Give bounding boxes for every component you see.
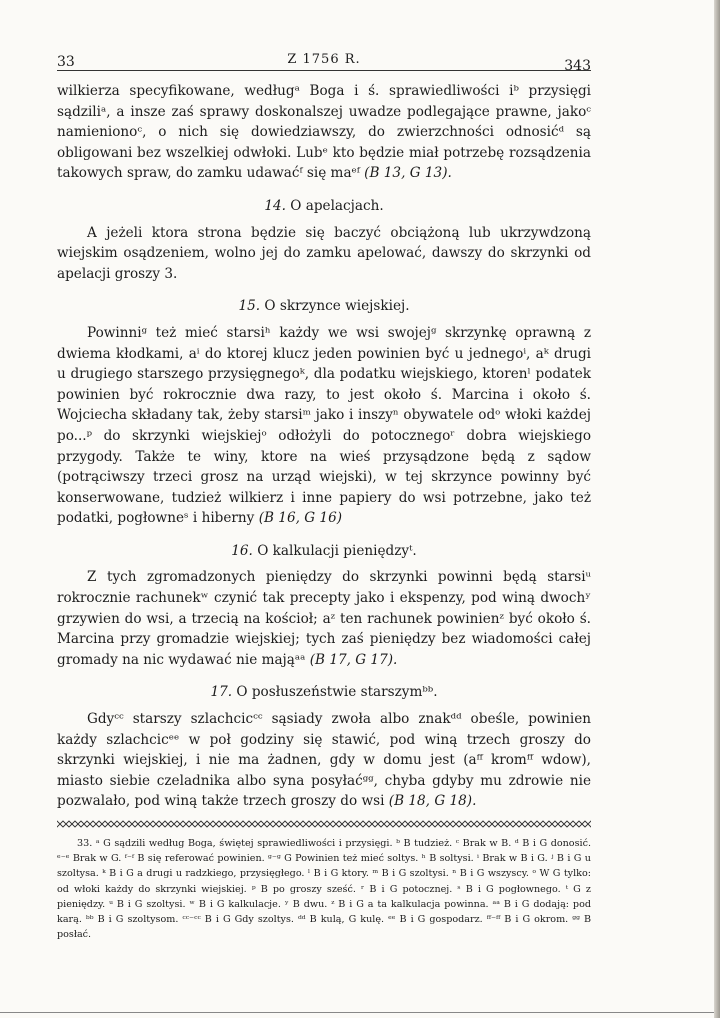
section-heading-17 bbox=[57, 682, 591, 703]
running-title: Z 1756 R. bbox=[287, 52, 361, 67]
intro-reference: (B 13, G 13). bbox=[364, 165, 452, 182]
section-paragraph-16 bbox=[57, 567, 591, 670]
page-edge-shadow bbox=[714, 0, 720, 1018]
section-paragraph-14 bbox=[57, 223, 591, 285]
section-paragraph-15 bbox=[57, 323, 591, 529]
document-page bbox=[57, 48, 591, 942]
right-page-number: 343 bbox=[564, 58, 591, 74]
running-header bbox=[57, 48, 591, 74]
section-number: 17. bbox=[210, 684, 233, 701]
footnote-separator bbox=[57, 820, 591, 828]
header-rule bbox=[57, 70, 591, 71]
section-text: Powinniᵍ też mieć starsiʰ każdy we wsi swojejᵍ skrzynkę oprawną z dwiema kłodkami, aⁱ do ktorej klucz jeden powinien być u jednegoⁱ, aᵏ drugi u drugiego starszego przysięgnegoᵏ, dla podatku wiejskiego, ktorenˡ podatek powinien być rokrocznie dwa razy, to jest około ś. Marcina i około ś. Wojciecha składany tak, żeby starsiᵐ jako i inszyⁿ obywatele odᵒ włoki każdej po...ᵖ do skrzynki wiejskiejᵒ odłożyli do potocznegoʳ dobra wiejskiego przygody. Także te winy, ktore na wieś przysądzone będą z sądow (potrąciwszy trzeci grosz na urząd wiejski), w tej skrzynce powinny być konserwowane, tudzież wilkierz i inne papiery do wsi potrzebne, jako też podatki, pogłowneˢ i hiberny bbox=[57, 324, 591, 527]
section-title: O posłuszeństwie starszymᵇᵇ. bbox=[236, 684, 438, 701]
main-text bbox=[57, 81, 591, 812]
bottom-edge-line bbox=[0, 1012, 714, 1013]
section-number: 16. bbox=[231, 542, 253, 559]
section-heading-15 bbox=[57, 296, 591, 317]
intro-text: wilkierza specyfikowane, wedługᵃ Boga i ś. sprawiedliwości iᵇ przysięgi sądziliᵃ, a insze zaś sprawy doskonalszej uwadze podlegające prawne, jakoᶜ namienionoᶜ, o nich się dowiedziawszy, do zwierzchności odnosićᵈ są obligowani bez wszelkiej odwłoki. Lubᵉ kto będzie miał potrzebę rozsądzenia takowych spraw, do zamku udawaćᶠ się maᵉᶠ bbox=[57, 83, 591, 182]
section-paragraph-17 bbox=[57, 709, 591, 812]
section-heading-14 bbox=[57, 196, 591, 217]
section-text: Gdyᶜᶜ starszy szlachcicᶜᶜ sąsiady zwoła albo znakᵈᵈ obeśle, powinien każdy szlachcicᵉᵉ w poł godziny się stawić, pod winą trzech groszy do skrzynki wiejskiej, i nie ma żadnen, gdy w domu jest (aᶠᶠ kromᶠᶠ wdow), miasto siebie czeladnika albo syna posyłaćᵍᵍ, chyba gdyby mu zdrowie nie pozwalało, pod winą także trzech groszy do wsi bbox=[57, 711, 591, 810]
section-number: 14. bbox=[264, 197, 286, 214]
footnote-text: 33. ᵃ G sądzili według Boga, świętej sprawiedliwości i przysięgi. ᵇ B tudzież. ᶜ Brak w B. ᵈ B i G donosić. ᵉ⁻ᵉ Brak w G. ᶠ⁻ᶠ B się referować powinien. ᵍ⁻ᵍ G Powinien też mieć soltys. ʰ B soltysi. ⁱ Brak w B i G. ʲ B i G u szoltysa. ᵏ B i G a drugi u radzkiego, przysięgłego. ˡ B i G ktory. ᵐ B i G szoltysi. ⁿ B i G wszyscy. ᵒ W G tylko: od włoki każdy do skrzynki wiejskiej. ᵖ B po groszy sześć. ʳ B i G potocznej. ˢ B i G pogłownego. ᵗ G z pieniędzy. ᵘ B i G szoltysi. ʷ B i G kalkulacje. ʸ B dwu. ᶻ B i G a ta kalkulacja powinna. ᵃᵃ B i G dodają: pod karą. ᵇᵇ B i G szoltysom. ᶜᶜ⁻ᶜᶜ B i G Gdy szoltys. ᵈᵈ B kulą, G kulę. ᵉᵉ B i G gospodarz. ᶠᶠ⁻ᶠᶠ B i G okrom. ᵍᵍ B posłać. bbox=[57, 838, 591, 941]
section-reference: (B 18, G 18). bbox=[388, 793, 477, 810]
intro-paragraph bbox=[57, 81, 591, 184]
section-reference: (B 16, G 16) bbox=[258, 510, 343, 527]
footnotes bbox=[57, 836, 591, 942]
section-text: Z tych zgromadzonych pieniędzy do skrzynki powinni będą starsiᵘ rokrocznie rachunekʷ czynić tak precepty jako i ekspenzy, pod winą dwochʸ grzywien do wsi, a trzecią na kościoł; aᶻ ten rachunek powinienᶻ być około ś. Marcina przy gromadzie wiejskiej; tych zaś pieniędzy bez wiadomości całej gromady na nic wydawać nie mająᵃᵃ bbox=[57, 569, 591, 668]
left-page-number: 33 bbox=[57, 54, 75, 70]
section-reference: (B 17, G 17). bbox=[309, 651, 398, 668]
section-title: O skrzynce wiejskiej. bbox=[264, 298, 410, 315]
section-title: O apelacjach. bbox=[290, 197, 384, 214]
section-heading-16 bbox=[57, 541, 591, 562]
section-title: O kalkulacji pieniędzyᵗ. bbox=[257, 542, 417, 559]
section-text: A jeżeli ktora strona będzie się baczyć obciążoną lub ukrzywdzoną wiejskim osądzeniem, wolno jej do zamku apelować, dawszy do skrzynki od apelacji groszy 3. bbox=[57, 224, 591, 282]
section-number: 15. bbox=[238, 298, 261, 315]
